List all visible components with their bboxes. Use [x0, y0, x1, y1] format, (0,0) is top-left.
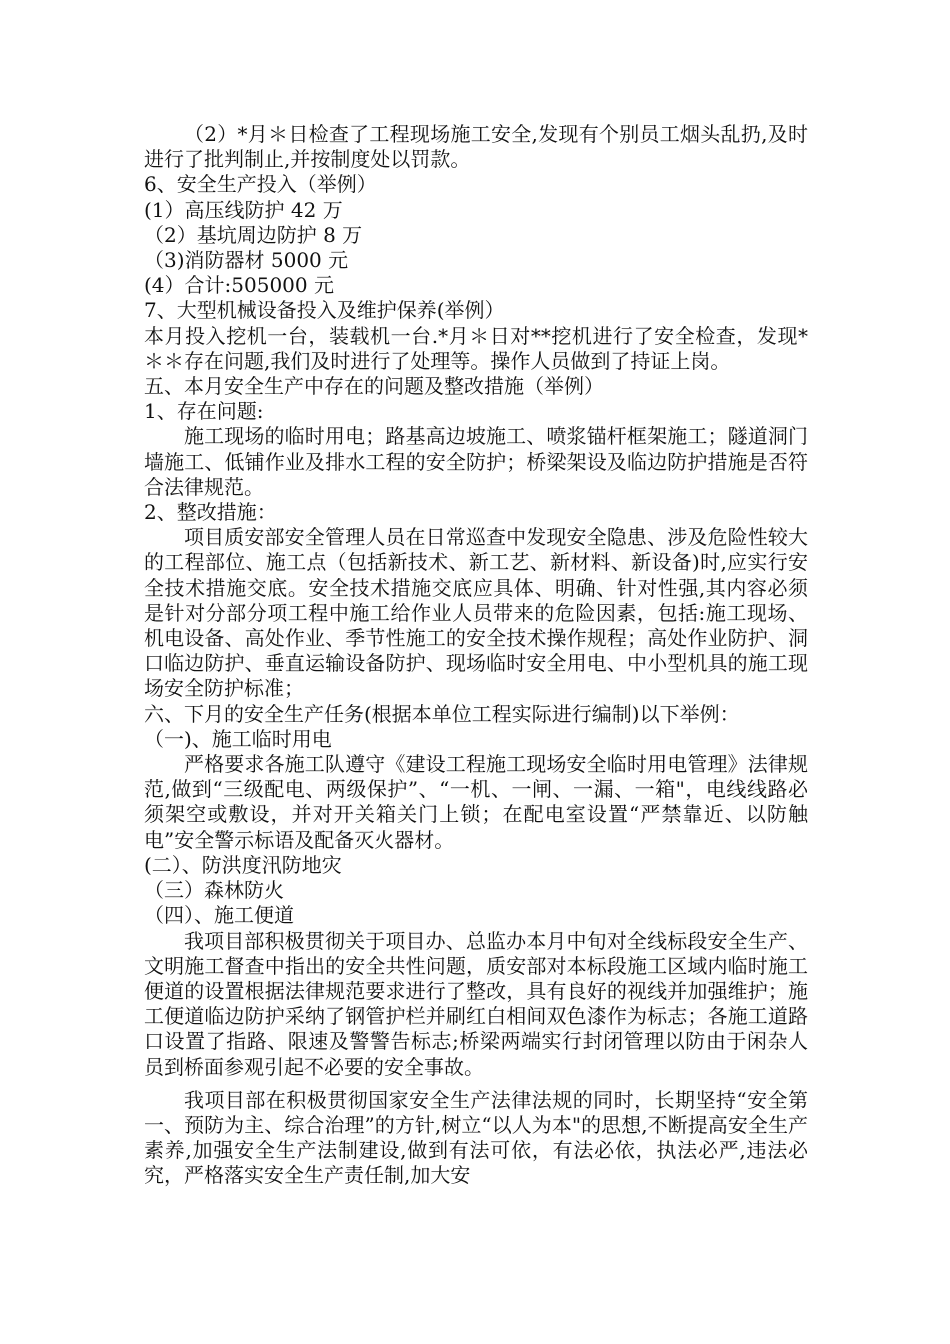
list-item-high-voltage: (1）高压线防护 42 万 — [144, 197, 343, 222]
paragraph-temporary-power: 严格要求各施工队遵守《建设工程施工现场安全临时用电管理》法律规范,做到“三级配电、两级保护”、“一机、一闸、一漏、一箱"，电线线路必须架空或敷设，并对开关箱关门上锁；在配电室设置“严禁靠近、以防触电”安全警示标语及配备灭火器材。 — [144, 752, 808, 852]
heading-machinery-investment: 7、大型机械设备投入及维护保养(举例） — [144, 298, 505, 323]
paragraph-access-road: 我项目部积极贯彻关于项目办、总监办本月中旬对全线标段安全生产、文明施工督查中指出的安全共性问题，质安部对本标段施工区域内临时施工便道的设置根据法律规范要求进行了整改，具有良好的视线并加强维护；施工便道临边防护采纳了钢管护栏并刷红白相间双色漆作为标志；各施工道路口设置了指路、限速及警警告标志;桥梁两端实行封闭管理以防由于闲杂人员到桥面参观引起不必要的安全事故。 — [144, 928, 808, 1079]
heading-corrective-measures: 2、整改措施： — [144, 500, 277, 525]
document-body — [144, 122, 808, 1189]
list-item-total: (4）合计:505000 元 — [144, 273, 334, 298]
heading-problems: 1、存在问题: — [144, 399, 264, 424]
heading-flood-prevention: (二）、防洪度汛防地灾 — [144, 852, 342, 877]
heading-access-road: （四）、施工便道 — [144, 903, 294, 928]
list-item-pit-protection: （2）基坑周边防护 8 万 — [144, 222, 363, 247]
heading-section-five: 五、本月安全生产中存在的问题及整改措施（举例） — [144, 374, 604, 399]
heading-section-six: 六、下月的安全生产任务(根据本单位工程实际进行编制)以下举例： — [144, 701, 740, 726]
list-item-fire-equipment: （3)消防器材 5000 元 — [144, 248, 349, 273]
heading-forest-fire: （三）森林防火 — [144, 878, 284, 903]
heading-temporary-power: （一)、施工临时用电 — [144, 726, 332, 751]
paragraph-inspection-note: （2）*月＊日检查了工程现场施工安全,发现有个别员工烟头乱扔,及时进行了批判制止,并按制度处以罚款。 — [144, 122, 808, 172]
paragraph-corrective-measures: 项目质安部安全管理人员在日常巡查中发现安全隐患、涉及危险性较大的工程部位、施工点（包括新技术、新工艺、新材料、新设备)时,应实行安全技术措施交底。安全技术措施交底应具体、明确、针对性强,其内容必须是针对分部分项工程中施工给作业人员带来的危险因素，包括:施工现场、机电设备、高处作业、季节性施工的安全技术操作规程；高处作业防护、洞口临边防护、垂直运输设备防护、现场临时安全用电、中小型机具的施工现场安全防护标准； — [144, 525, 808, 701]
paragraph-machinery: 本月投入挖机一台，装载机一台.*月＊日对**挖机进行了安全检查，发现*＊＊存在问题,我们及时进行了处理等。操作人员做到了持证上岗。 — [144, 323, 808, 373]
paragraph-problems: 施工现场的临时用电；路基高边坡施工、喷浆锚杆框架施工；隧道洞门墙施工、低铺作业及排水工程的安全防护；桥梁架设及临边防护措施是否符合法律规范。 — [144, 424, 808, 499]
paragraph-closing: 我项目部在积极贯彻国家安全生产法律法规的同时，长期坚持“安全第一、预防为主、综合治理”的方针,树立“以人为本"的思想,不断提高安全生产素养,加强安全生产法制建设,做到有法可依，有法必依，执法必严,违法必究，严格落实安全生产责任制,加大安 — [144, 1087, 808, 1188]
heading-safety-investment: 6、安全生产投入（举例） — [144, 172, 377, 197]
